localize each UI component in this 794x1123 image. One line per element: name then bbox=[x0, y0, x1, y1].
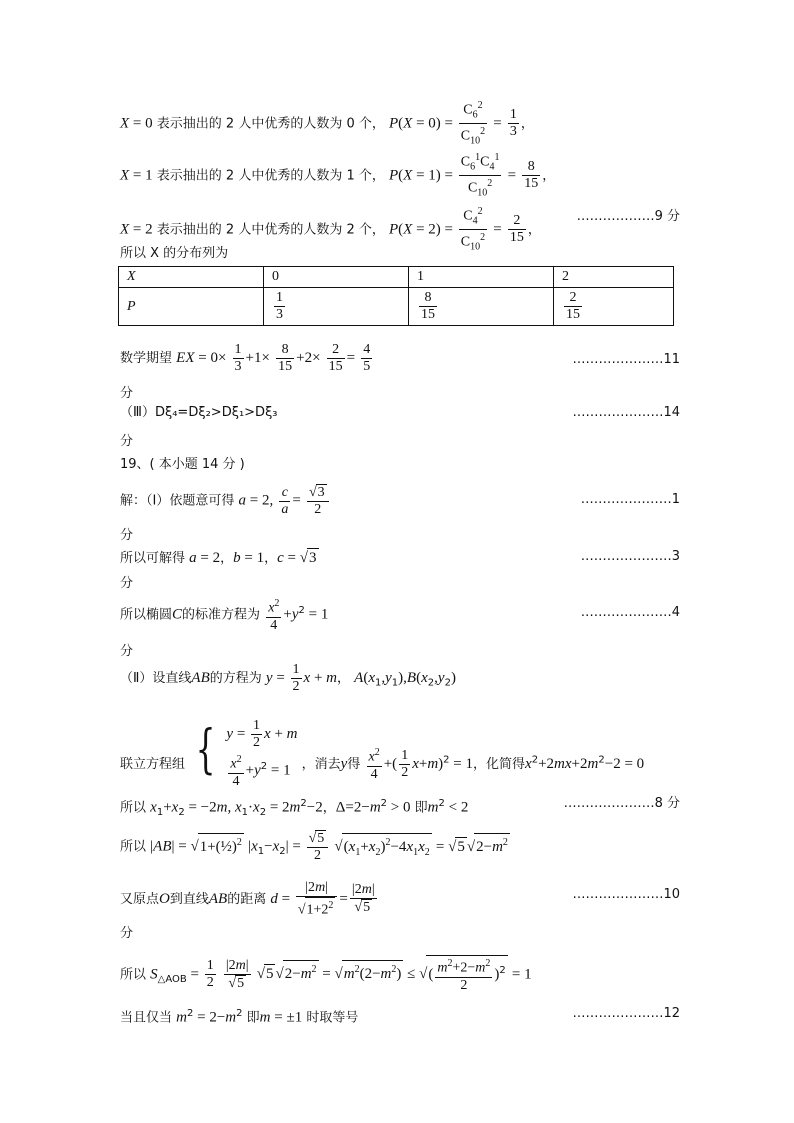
chord-length-line: 所以 |AB| = √1+(½)$^2$ $|x_1-x_2|$ = $\frac{√5}{2}$ $√(x_1+x_2)^2-4x_1x_2 = √5$ $√2-m^2$ bbox=[120, 831, 508, 863]
table-row: X 0 1 2 bbox=[119, 267, 674, 288]
prob-x0-line: X = 0 表示抽出的 2 人中优秀的人数为 0 个， P(X = 0) = $\frac{C_6^2}{C_{10}^2}$ = $\frac{1}{3}$ ， bbox=[120, 98, 680, 150]
vieta-line: 所以 $x_1+x_2 = -2m$, $x_1\cdot x_2 = 2m^2-2$，$\Delta=2-m^2 > 0$ 即$m^2 < 2$ …………………8 分 bbox=[120, 796, 680, 818]
system-line: 联立方程组 { y = $\frac{1}{2}$ x + m $\frac{x^2}{4}$ $+y^2 = 1$ ，消去y得 $\frac{x^2}{4}$ +( $\frac{1}{2}$ x+m)$^2$ = 1，化简得$x^2+2mx+2m^2-2 = 0$ bbox=[120, 718, 645, 789]
solution-part1-line: 解：（Ⅰ）依题意可得 a = 2, $\frac{c}{a}$ = $\frac{√3}{2}$ …………………1 bbox=[120, 484, 680, 517]
ellipse-eq-line: 所以椭圆C的标准方程为 $\frac{x^2}{4}$ $+y^2 = 1$ …………………4 bbox=[120, 598, 680, 633]
document-page: X = 0 表示抽出的 2 人中优秀的人数为 0 个， P(X = 0) = $\frac{C_6^2}{C_{10}^2}$ = $\frac{1}{3}$ ， X = 1 表示抽出的 2 人中优秀的人数为 1 个， P(X = 1) = $\frac{C_6^1C_4^1}{C_{10}^2}$ = $\frac{8}{15}$ ， X = 2 表示抽出的 2 人中优秀的人数为 2 个， P(X = 2) = $\frac{C_4^2}{C_{10}^2}$ = $\frac{2}{15}$ ， ………………9 分 所以 X 的分布列为 X 0 1 2 P $\frac{1}{3}$ $\frac{8}{15}$ $\frac{2}{15}$ 数学期望 EX = 0× $\frac{1}{3}$ +1× $\frac{8}{15}$ +2× $\frac{2}{15}$ = $\frac{4}{5}$ …………………11 分 （Ⅲ）Dξ₄=Dξ₂>Dξ₁>Dξ₃ …………………14 分 19、( 本小题 14 分 ) 解：（Ⅰ）依题意可得 a = 2, $\frac{c}{a}$ = $\frac{√3}{2}$ …………………1 分 所以可解得 a = 2，b = 1，c = √3 …………………3 分 所以椭圆C的标准方程为 $\frac{x^2}{4}$ $+y^2 = 1$ …………………4 分 （Ⅱ）设直线AB的方程为 y = $\frac{1}{2}$ x + m， $A(x_1,y_1),B(x_2,y_2)$ 联立方程组 { y = $\frac{1}{2}$ x + m $\frac{x^2}{4}$ $+y^2 = 1$ ，消去y得 $\frac{x^2}{4}$ +( $\frac{1}{2}$ x+m)$^2$ = 1，化简得$x^2+2mx+2m^2-2 = 0$ 所以 $x_1+x_2 = -2m$, $x_1\cdot x_2 = 2m^2-2$，$\Delta=2-m^2 > 0$ 即$m^2 < 2$ …………………8 分 所以 |AB| = √1+(½)$^2$ $|x_1-x_2|$ = $\frac{√5}{2}$ $√(x_1+x_2)^2-4x_1x_2 = √5$ $√2-m^2$ 又原点O到直线AB的距离 d = $\frac{|2m|}{√1+2^2}$ = $\frac{|2m|}{√5}$ …………………10 分 所以 $S_{\triangle AOB}$ = $\frac{1}{2}$ $\frac{|2m|}{√5}$ √5 $√2-m^2 = √m^2(2-m^2)$ ≤ √( $\frac{m^2+2-m^2}{2}$ )$^2$ = 1 当且仅当 $m^2 = 2-m^2$ 即m = ±1 时取等号 …………………12 bbox=[120, 100, 680, 1026]
equality-line: 当且仅当 $m^2 = 2-m^2$ 即m = ±1 时取等号 …………………12 bbox=[120, 1006, 680, 1026]
distribution-table bbox=[118, 266, 674, 326]
table-row: P $\frac{1}{3}$ $\frac{8}{15}$ $\frac{2}{15}$ bbox=[119, 288, 674, 326]
expectation-line: 数学期望 EX = 0× $\frac{1}{3}$ +1× $\frac{8}{15}$ +2× $\frac{2}{15}$ = $\frac{4}{5}$ …………………11 bbox=[120, 342, 680, 374]
area-line: 所以 $S_{\triangle AOB}$ = $\frac{1}{2}$ $\frac{|2m|}{√5}$ √5 $√2-m^2 = √m^2(2-m^2)$ ≤ √( $\frac{m^2+2-m^2}{2}$ )$^2$ = 1 bbox=[120, 955, 680, 994]
part3-line: （Ⅲ）Dξ₄=Dξ₂>Dξ₁>Dξ₃ …………………14 bbox=[120, 405, 680, 420]
abc-line: 所以可解得 a = 2，b = 1，c = √3 …………………3 bbox=[120, 549, 680, 566]
prob-x2-line: X = 2 表示抽出的 2 人中优秀的人数为 2 个， P(X = 2) = $\frac{C_4^2}{C_{10}^2}$ = $\frac{2}{15}$ ， ………………9 分 bbox=[120, 206, 680, 253]
prob-x1-line: X = 1 表示抽出的 2 人中优秀的人数为 1 个， P(X = 1) = $\frac{C_6^1C_4^1}{C_{10}^2}$ = $\frac{8}{15}$ ， bbox=[120, 152, 556, 199]
part2-line: （Ⅱ）设直线AB的方程为 y = $\frac{1}{2}$ x + m， $A(x_1,y_1),B(x_2,y_2)$ bbox=[120, 662, 456, 694]
dist-intro: 所以 X 的分布列为 bbox=[120, 246, 229, 261]
question-19-title: 19、( 本小题 14 分 ) bbox=[120, 457, 245, 472]
distance-line: 又原点O到直线AB的距离 d = $\frac{|2m|}{√1+2^2}$ = $\frac{|2m|}{√5}$ …………………10 bbox=[120, 880, 680, 918]
frac-c62-c102: $\frac{C_6^2}{C_{10}^2}$ bbox=[460, 100, 486, 147]
